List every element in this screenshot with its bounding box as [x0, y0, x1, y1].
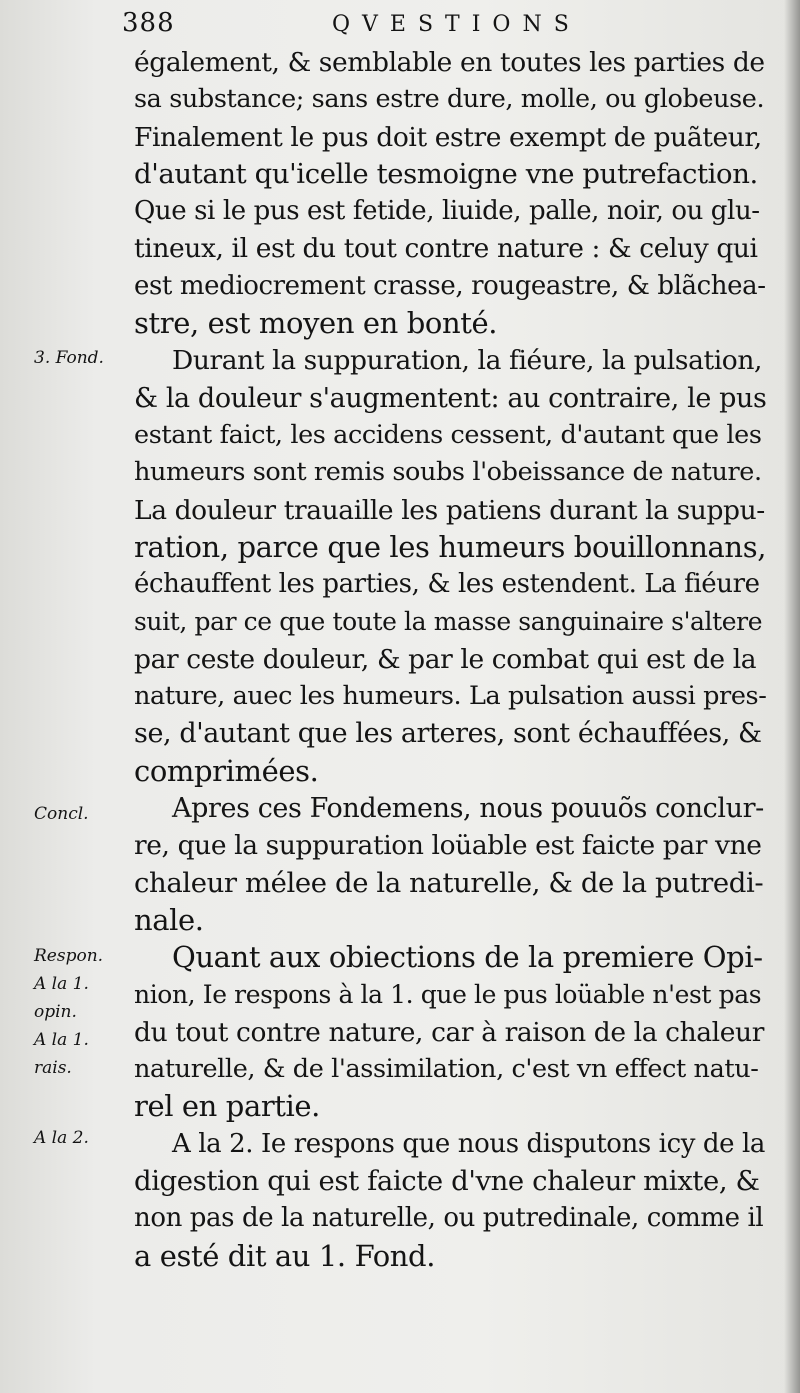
text-line: rel en partie.	[134, 1089, 321, 1124]
margin-note-fond: 3. Fond.	[34, 348, 104, 368]
text-line: a esté dit au 1. Fond.	[134, 1238, 436, 1273]
page-number: 388	[122, 8, 175, 38]
text-line: suit, par ce que toute la masse sanguinaire s'altere	[134, 607, 763, 637]
text-line: estant faict, les accidens cessent, d'autant que les	[134, 419, 762, 450]
text-line: du tout contre nature, car à raison de la chaleur	[134, 1016, 764, 1048]
page-header	[122, 8, 762, 48]
margin-note-a-la-1-rais: A la 1.	[34, 1030, 89, 1050]
margin-note-rais: rais.	[34, 1058, 72, 1078]
text-line: digestion qui est faicte d'vne chaleur mixte, &	[134, 1164, 760, 1197]
text-line: nature, auec les humeurs. La pulsation aussi pres-	[134, 681, 767, 712]
text-line: La douleur trauaille les patiens durant la suppu-	[134, 494, 765, 526]
margin-note-respon: Respon.	[34, 946, 104, 966]
text-line: comprimées.	[134, 753, 319, 788]
text-line: Que si le pus est fetide, liuide, palle, noir, ou glu-	[134, 196, 760, 227]
text-line: également, & semblable en toutes les parties de	[134, 47, 765, 78]
text-line: Quant aux obiections de la premiere Opi-	[172, 940, 763, 975]
text-line: Finalement le pus doit estre exempt de puãteur,	[134, 121, 762, 153]
text-line: nion, Ie respons à la 1. que le pus loüable n'est pas	[134, 980, 762, 1010]
text-line: échauffent les parties, & les estendent. La fiéure	[134, 569, 760, 600]
text-line: d'autant qu'icelle tesmoigne vne putrefaction.	[134, 157, 758, 190]
text-line: stre, est moyen en bonté.	[134, 306, 498, 341]
text-line: naturelle, & de l'assimilation, c'est vn effect natu-	[134, 1054, 759, 1085]
text-line: & la douleur s'augmentent: au contraire, le pus	[134, 382, 767, 414]
text-line: re, que la suppuration loüable est faicte par vne	[134, 830, 762, 862]
text-line: A la 2. Ie respons que nous disputons icy de la	[172, 1128, 766, 1159]
text-line: sa substance; sans estre dure, molle, ou globeuse.	[134, 84, 765, 115]
text-line: se, d'autant que les arteres, sont échauffées, &	[134, 718, 762, 750]
text-line: par ceste douleur, & par le combat qui est de la	[134, 643, 757, 675]
margin-note-concl: Concl.	[34, 804, 89, 824]
running-head: QVESTIONS	[332, 12, 581, 37]
body-text	[134, 44, 766, 1275]
margin-note-opin: opin.	[34, 1002, 77, 1022]
text-line: Apres ces Fondemens, nous pouuõs conclur-	[172, 792, 764, 824]
text-line: est mediocrement crasse, rougeastre, & blãchea-	[134, 270, 766, 301]
text-line: chaleur mélee de la naturelle, & de la putredi-	[134, 866, 764, 899]
text-line: ration, parce que les humeurs bouillonnans,	[134, 529, 767, 564]
text-line: Durant la suppuration, la fiéure, la pulsation,	[172, 345, 763, 377]
text-line: nale.	[134, 902, 204, 937]
text-line: humeurs sont remis soubs l'obeissance de nature.	[134, 457, 762, 488]
margin-note-a-la-2: A la 2.	[34, 1128, 89, 1148]
text-line: non pas de la naturelle, ou putredinale, comme il	[134, 1203, 764, 1234]
margin-note-a-la-1: A la 1.	[34, 974, 89, 994]
text-line: tineux, il est du tout contre nature : & celuy qui	[134, 233, 758, 265]
